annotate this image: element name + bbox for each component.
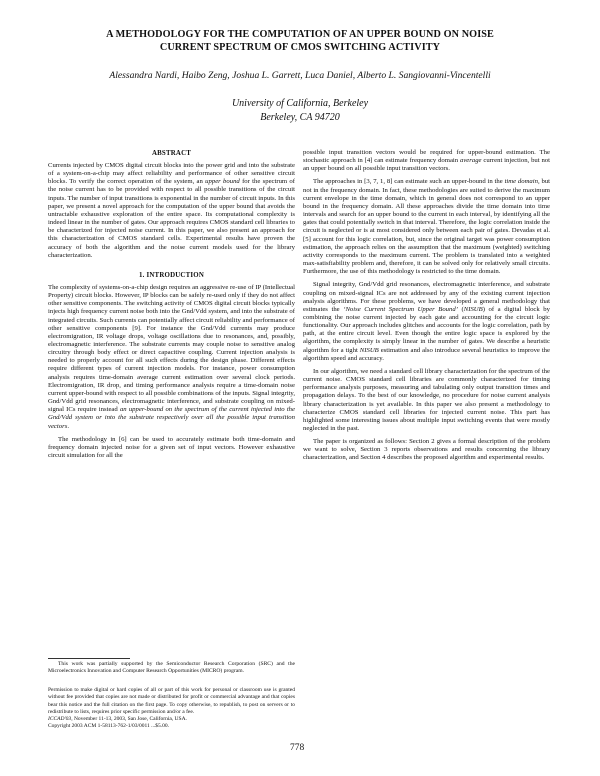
affiliation-block: [100, 97, 500, 124]
copyright-line: Copyright 2003 ACM 1-58113-762-1/03/0011 ...$5.00.: [48, 723, 170, 730]
permission-text: Permission to make digital or hard copies of all or part of this work for personal or classroom use is granted without fee provided that copies are not made or distributed for profit or commercial advantage and that copies bear this notice and the full citation on the first page. To copy otherwise, to republish, to post on servers or to redistribute to lists, requires prior specific permission and/or a fee.: [48, 687, 295, 715]
intro-paragraph-3: possible input transition vectors would be required for upper-bound estimation. The stochastic approach in [4] can estimate frequency domain average current injection, but not an upper bound on all possible input transition vectors.: [303, 149, 550, 173]
funding-footnote: This work was partially supported by the Semiconductor Research Corporation (SRC) and the Microelectronics Innovation and Computer Research Opportunities (MICRO) program.: [48, 661, 295, 675]
affiliation: University of California, Berkeley: [231, 98, 369, 109]
title-line-2: CURRENT SPECTRUM OF CMOS SWITCHING ACTIVITY: [159, 41, 441, 53]
author-list: Alessandra Nardi, Haibo Zeng, Joshua L. Garrett, Luca Daniel, Alberto L. Sangiovanni-Vincentelli: [109, 70, 491, 81]
abstract-paragraph: Currents injected by CMOS digital circuit blocks into the power grid and into the substrate of a system-on-a-chip may affect reliability and performance of other sensitive circuit blocks. To verify the correct operation of the system, an upper bound for the spectrum of the noise current has to be provided with respect to all possible transitions of the circuit inputs. The number of input transitions is exponential in the number of circuit inputs. In this paper, we present a novel approach for the computation of the upper bound that avoids the untractable exhaustive exploration of the entire space. Its computational complexity is indeed linear in the number of gates. Our approach requires CMOS standard cell libraries to be characterized for injected noise current. In this paper, we also present an approach for this characterization of CMOS standard cells. Experimental results have proven the accuracy of both the algorithm and the noise current models used for the library characterization.: [48, 162, 295, 259]
intro-paragraph-6: In our algorithm, we need a standard cell library characterization for the spectrum of the current noise. CMOS standard cell libraries are commonly characterized for timing performance analysis purposes, measuring and tabulating only output transition times and propagation delays. To the best of our knowledge, no procedure for noise current analysis library characterization is yet available. In this paper we also present a methodology to characterize CMOS standard cell libraries for injected current noise. This part has highlighted some interesting issues about multiple input switching events that were mostly neglected in the past.: [303, 367, 550, 432]
paper-title: [40, 29, 560, 54]
intro-paragraph-5: Signal integrity, Gnd/Vdd grid resonances, electromagnetic interference, and substrate coupling on mixed-signal ICs are not addressed by any of the existing current injection analysis algorithms. For these problems, we have developed a general methodology that estimates the ‘Noise Current Spectrum Upper Bound’ (NISUB) of a digital block by combining the noise current injected by each gate and accounting for the circuit logic functionality. Our approach includes glitches and accounts for the logic correlation, path by path, at the entire circuit level. Even though the entire logic space is explored by the algorithm, the complexity is simply linear in the number of gates. We describe a heuristic algorithm for a tight NISUB estimation and also introduce several heuristics to improve the algorithm speed and accuracy.: [303, 281, 550, 362]
left-column: [48, 149, 295, 460]
introduction-heading: 1. INTRODUCTION: [138, 271, 205, 279]
title-line-1: A METHODOLOGY FOR THE COMPUTATION OF AN UPPER BOUND ON NOISE: [106, 29, 494, 40]
right-column: [303, 149, 550, 463]
intro-paragraph-4: The approaches in [3, 7, 1, 8] can estimate such an upper-bound in the time domain, but not in the frequency domain. In fact, these methodologies are suited to derive the maximum current envelope in the time domain, which in general does not correspond to an upper bound in the frequency domain. All these approaches divide the time domain into time intervals and search for an upper bound to the current in each interval, by identifying all the gates that could potentially switch in that interval. Therefore, the logic correlation inside the circuit is neglected or is at most considered only between each pair of gates. Devadas et al. [5] account for this logic correlation, but, since the original target was power consumption estimation, the approach relies on the assumption that the maximum (weighted) switching activity corresponds to the maximum current. The problem is translated into a weighted max-satisfiability problem and, therefore, it can be solved only for relatively small circuits. Furthermore, the use of this methodology is restricted to the time domain.: [303, 178, 551, 276]
intro-paragraph-1: The complexity of systems-on-a-chip design requires an aggressive re-use of IP (Intellectual Property) circuit blocks. However, IP blocks can be safely re-used only if they do not affect other sensitive components. The switching activity of CMOS digital circuit blocks typically injects high frequency current noise both into the Gnd/Vdd system, and into the substrate of integrated circuits. Such currents can potentially affect circuit reliability and performance of other sensitive components [9]. For instance the Gnd/Vdd currents may produce electromigration, IR voltage drops, voltage oscillations due to resonances, and, possibly, electromagnetic interference. The substrate currents may couple noise to sensitive analog circuitry through body effect or direct capacitive coupling. Current injection analysis is needed to properly account for all such effects during the design phase. Different effects require different types of current injection models. For instance, power consumption analysis requires time-domain average current estimation over several clock periods. Electromigration, IR drop, and timing performance analysis require a time-domain noise current upper-bound with respect to all possible combinations of the inputs. Signal integrity, Gnd/Vdd grid resonances, electromagnetic interference, and substrate coupling on mixed-signal ICs require instead an upper-bound on the spectrum of the current injected into the Gnd/Vdd system or into the substrate respectively over all the possible input transition vectors.: [48, 283, 295, 430]
footnote-rule: [48, 658, 130, 659]
page-number: 778: [290, 743, 305, 753]
permission-notice: [48, 687, 295, 731]
abstract-heading: ABSTRACT: [151, 150, 192, 157]
location: Berkeley, CA 94720: [260, 111, 340, 123]
intro-paragraph-7: The paper is organized as follows: Section 2 gives a formal description of the problem we want to solve, Section 3 reports observations and results concerning the library characterization, and Section 4 describes the proposed algorithm and experimental results.: [303, 438, 550, 462]
conference-info: ICCAD'03, November 11-13, 2003, San Jose, California, USA.: [48, 716, 187, 723]
intro-paragraph-2: The methodology in [6] can be used to accurately estimate both time-domain and frequency domain injected noise for a given set of input vectors. However exhaustive circuit simulation for all the: [48, 435, 295, 459]
